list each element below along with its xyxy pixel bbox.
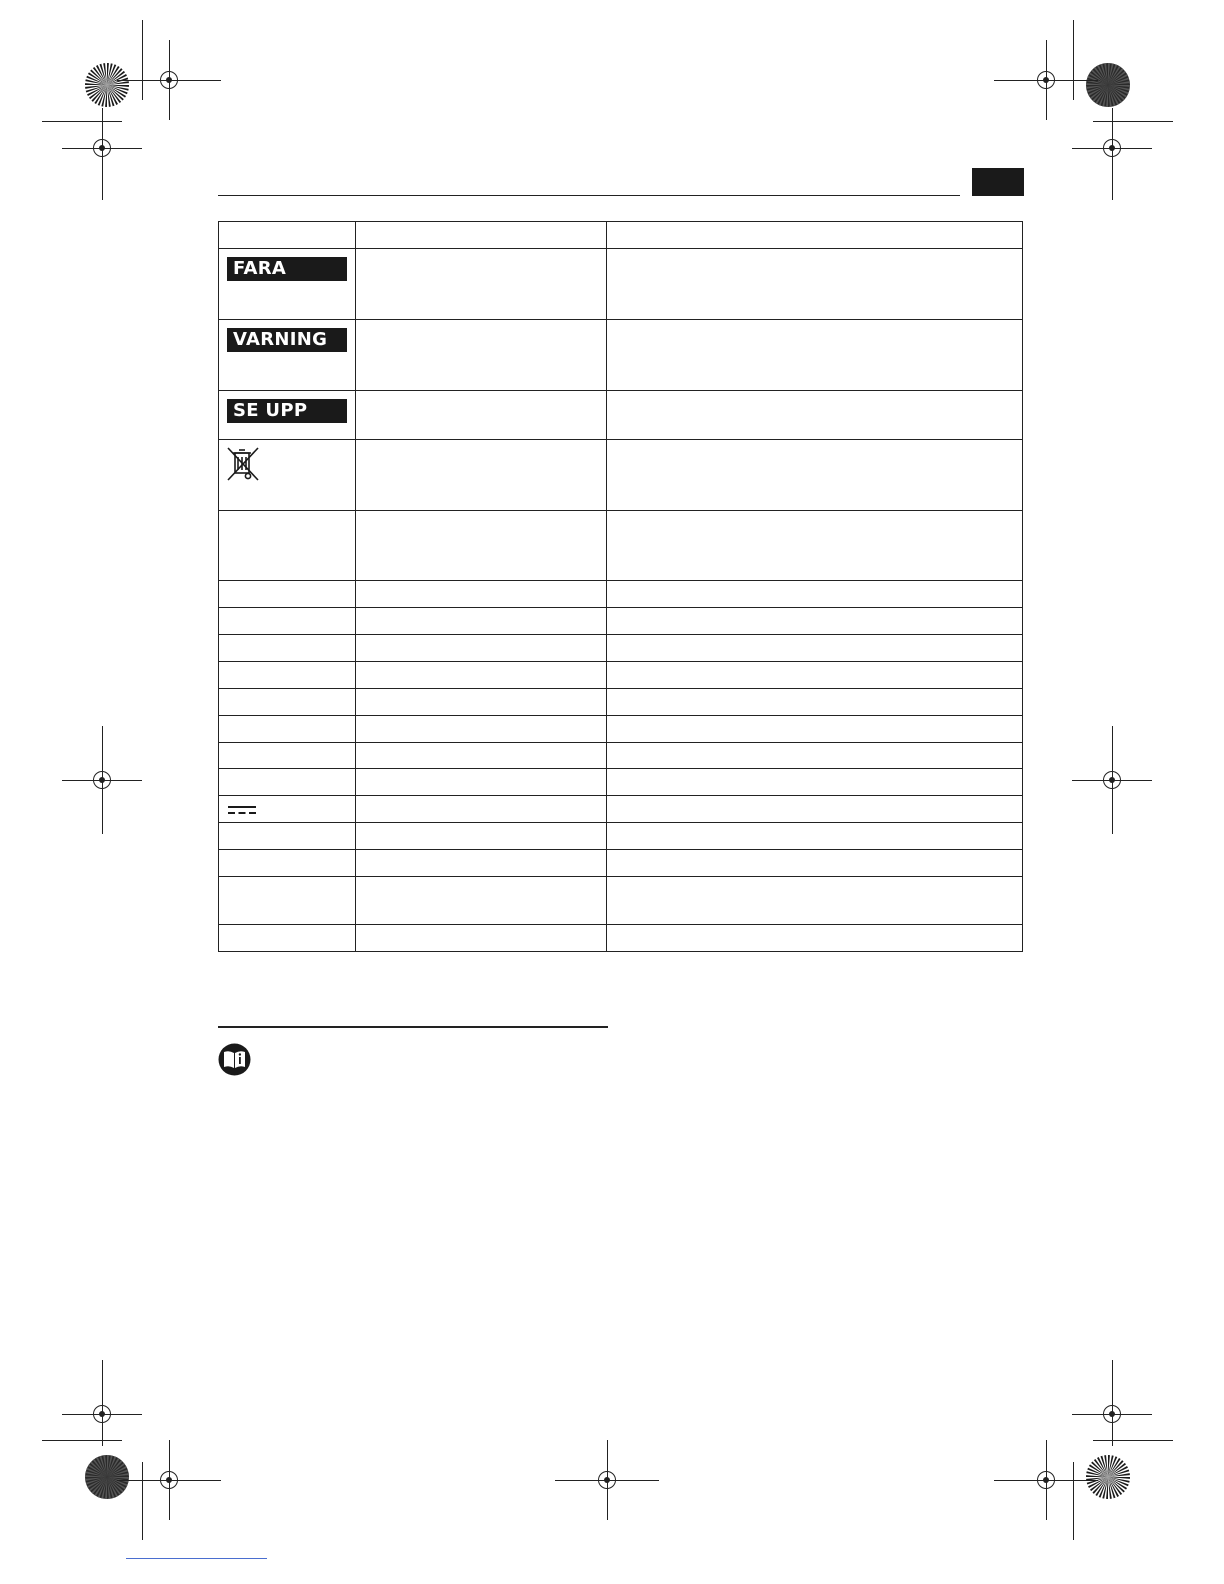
table-header-cell [356,222,607,249]
table-row [219,440,1023,511]
table-cell [356,662,607,689]
table-cell [356,716,607,743]
table-row [219,320,1023,391]
table-cell [219,743,356,769]
table-cell [356,635,607,662]
registration-starburst-top-right [1085,62,1131,108]
table-cell [607,796,1023,823]
table-cell [356,877,607,925]
table-header-row [219,222,1023,249]
table-row [219,850,1023,877]
table-header-cell [219,222,356,249]
table-row [219,925,1023,952]
table-row [219,716,1023,743]
crop-line [1073,1462,1074,1540]
crop-line [42,121,122,122]
crop-line [1093,121,1173,122]
crop-line [142,20,143,100]
table-row [219,391,1023,440]
crossed-out-wheeled-bin-icon [226,446,260,482]
table-cell [356,511,607,581]
table-cell [219,689,356,716]
direct-current-icon [228,803,258,817]
table-cell [607,823,1023,850]
table-row [219,511,1023,581]
crop-line [42,1440,122,1441]
table-row [219,249,1023,320]
registration-starburst-top-left [84,62,130,108]
table-cell [219,877,356,925]
crop-line [1073,20,1074,100]
header-rule [218,195,960,196]
table-cell [607,249,1023,320]
table-cell [607,511,1023,581]
table-row [219,769,1023,796]
table-cell [356,769,607,796]
crop-line [142,1462,143,1540]
table-cell [219,716,356,743]
table-cell [607,716,1023,743]
table-cell [219,662,356,689]
table-cell [607,440,1023,511]
table-cell [219,925,356,952]
read-manual-icon [218,1043,251,1076]
table-cell [356,249,607,320]
table-cell [607,320,1023,391]
table-cell [356,391,607,440]
table-row [219,877,1023,925]
table-cell [607,662,1023,689]
table-cell [219,511,356,581]
crop-line [1093,1440,1173,1441]
registration-starburst-bottom-right [1085,1454,1131,1500]
table-cell [607,635,1023,662]
table-row [219,743,1023,769]
table-row [219,662,1023,689]
table-cell [607,925,1023,952]
table-row [219,608,1023,635]
table-cell [607,608,1023,635]
table-cell [219,850,356,877]
table-header-cell [607,222,1023,249]
table-cell [607,391,1023,440]
table-cell [219,608,356,635]
danger-label: FARA [227,257,347,281]
table-cell [607,689,1023,716]
table-cell [356,850,607,877]
table-cell [356,320,607,391]
caution-label: SE UPP [227,399,347,423]
table-cell [356,796,607,823]
table-cell [607,769,1023,796]
registration-starburst-bottom-left [84,1454,130,1500]
table-cell [219,391,356,440]
table-row [219,581,1023,608]
table-cell [219,823,356,850]
table-cell [356,440,607,511]
symbol-table [218,221,1023,952]
table-cell [607,581,1023,608]
table-cell [219,581,356,608]
table-cell [219,635,356,662]
table-cell [356,743,607,769]
section-rule [218,1026,608,1028]
table-cell [607,743,1023,769]
table-cell [356,581,607,608]
table-cell [219,249,356,320]
warning-label: VARNING [227,328,347,352]
language-tab [972,168,1024,196]
table-cell [219,796,356,823]
table-row [219,823,1023,850]
table-cell [607,877,1023,925]
table-row [219,796,1023,823]
table-cell [356,689,607,716]
table-cell [356,608,607,635]
table-cell [219,320,356,391]
table-row [219,689,1023,716]
table-cell [356,823,607,850]
table-cell [356,925,607,952]
table-cell [219,769,356,796]
bottom-link-underline [126,1558,267,1559]
table-cell [219,440,356,511]
table-cell [607,850,1023,877]
table-row [219,635,1023,662]
